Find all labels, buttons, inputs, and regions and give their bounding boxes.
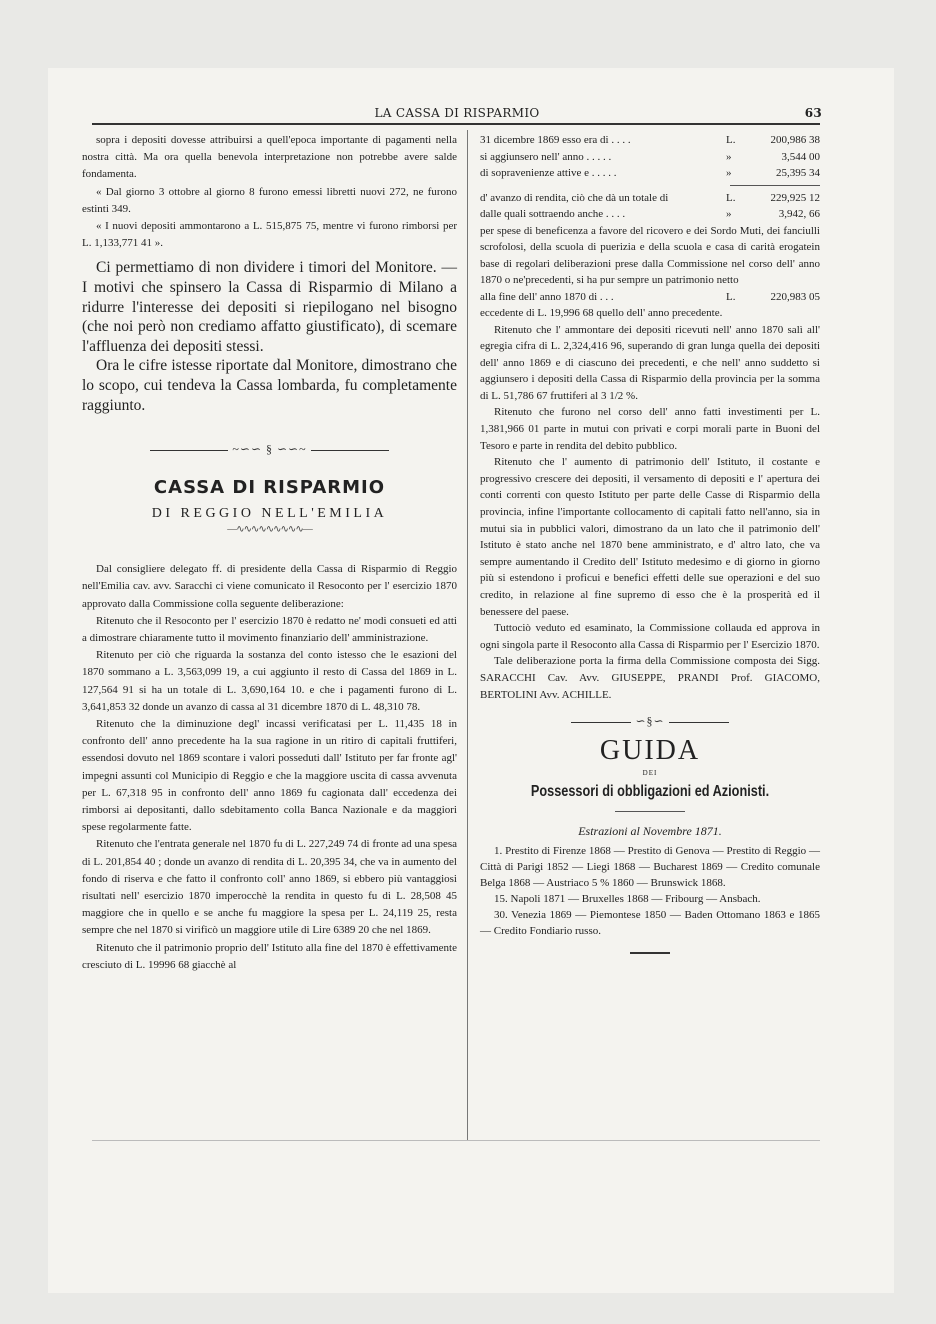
paragraph: sopra i depositi dovesse attribuirsi a quell'epoca importante di pagamenti nella nostra città. Ma ora quella benevola interpretazione non potrebbe avere salde fondamenta. — [82, 134, 457, 181]
page-number: 63 — [804, 106, 822, 120]
paragraph: Ora le cifre istesse riportate dal Monitore, dimostrano che lo scopo, cui tendeva la Cassa lombarda, fu completamente raggiunto. — [82, 357, 457, 414]
paragraph: Ci permettiamo di non dividere i timori del Monitore. — I motivi che spinsero la Cassa di Risparmio di Milano a ridurre l'interesse dei depositi si riepilogano nel bisogno (che noi però non crediamo affatto giustificato), di scemare l'affluenza dei depositi stessi. — [82, 259, 457, 355]
list-item: 1. Prestito di Firenze 1868 — Prestito di Genova — Prestito di Reggio — Città di Parigi 1852 — Liegi 1868 — Bucharest 1869 — Credito comunale Belga 1868 — Austriaco 5 % 1860 — Brunswick 1868. — [480, 845, 820, 890]
guida-title: GUIDA — [599, 735, 701, 767]
list-item: 30. Venezia 1869 — Piemontese 1850 — Baden Ottomano 1863 e 1865 — Credito Fondiario russo. — [480, 909, 820, 938]
paragraph: Ritenuto che l'entrata generale nel 1870 fu di L. 227,249 74 di fronte ad una spesa di L. 201,854 40 ; donde un avanzo di rendita di L. 20,395 34, che va in aumento del fondo di riserva e che fatto il confronto coll' anno 1869, si ebbero più vantaggiosi risultati nell' esercizio 1870 imperocchè la rendita in questo fu di L. 28,508 45 maggiore che in quello e se anche fu maggiore la spesa per L. 24,119 25, resta sempre che nel 1870 si virificò un maggiore utile di Lire 6389 20 che nel 1869. — [82, 838, 457, 937]
paragraph: Tuttociò veduto ed esaminato, la Commissione collauda ed approva in ogni singola parte il Resoconto alla Cassa di Risparmio per l' Esercizio 1870. — [480, 622, 820, 651]
account-total-row: d' avanzo di rendita, ciò che dà un totale di L. 229,925 12 — [480, 191, 820, 204]
list-item: 15. Napoli 1871 — Bruxelles 1868 — Fribourg — Ansbach. — [494, 893, 761, 906]
end-ornament — [480, 941, 820, 959]
paragraph: Tale deliberazione porta la firma della Commissione composta dei Sigg. SARACCHI Cav. Avv. GIUSEPPE, PRANDI Prof. GIACOMO, BERTOLINI Avv. ACHILLE. — [480, 655, 820, 701]
paragraph: Dal consigliere delegato ff. di presidente della Cassa di Risparmio di Reggio nell'Emilia cav. avv. Saracchi ci viene comunicato il Resoconto per l' esercizio 1870 approvato dalla Commissione colla seguente deliberazione: — [82, 563, 457, 610]
column-divider — [467, 130, 468, 1140]
paragraph: Ritenuto per ciò che riguarda la sostanza del conto istesso che le esazioni del 1870 sommano a L. 3,563,099 19, a cui aggiunto il resto di Cassa del 1869 in L. 127,564 91 si ha un totale di L. 3,690,164 10. e che i pagamenti furono di L. 3,641,853 32 donde un avanzo di cassa al 31 dicembre 1870 di L. 48,310 78. — [82, 649, 457, 713]
paragraph: Ritenuto che furono nel corso dell' anno fatti investimenti per L. 1,381,966 01 parte in mutui con privati e corpi morali parte in Buoni del Tesoro e parte in rendita del debito pubblico. — [480, 406, 820, 452]
paragraph: Ritenuto che l' aumento di patrimonio dell' Istituto, il costante e progressivo crescere dei depositi, il versamento di depositi e l' apertura dei conti correnti con questo Istituto per parte delle Casse di Risparmio della provincia, infine l'importante collocamento di capitali fatto nell'anno, sia in mutui sia in pubblici valori, dimostrano da un lato che il patrimonio dell' Istituto è stato anche nel 1870 bene amministrato, e d' altro lato, che va sempre aumentando il Credito dell' Istituto medesimo e di giorno in giorno più si estendono i proficui e benefici effetti delle sue operazioni e del suo credito, in relazione al fine supremo di esso che è la prosperità ed il benessere del paese. — [480, 456, 820, 618]
account-row: si aggiunsero nell' anno . . . . . » 3,544 00 — [480, 150, 820, 163]
section-subtitle: DI REGGIO NELL'EMILIA — [151, 506, 388, 522]
squiggle-divider: —∿∿∿∿∿∿∿∿∿— — [227, 524, 312, 536]
paragraph: « I nuovi depositi ammontarono a L. 515,875 75, mentre vi furono rimborsi per L. 1,133,771 41 ». — [82, 220, 457, 250]
account-row: alla fine dell' anno 1870 di . . . L. 220,983 05 — [480, 290, 820, 303]
account-row: di sopravenienze attive e . . . . . » 25,395 34 — [480, 167, 820, 179]
header-rule — [92, 123, 820, 125]
section-ornament: ~∽∽ § ∽∽~ — [82, 439, 457, 459]
paragraph: Ritenuto che il Resoconto per l' esercizio 1870 è redatto ne' modi consueti ed atti a dimostrare chiaramente tutto il movimento finanziario dell' amministrazione. — [82, 614, 457, 644]
running-header — [92, 104, 822, 124]
paragraph: Ritenuto che l' ammontare dei depositi ricevuti nell' anno 1870 salì all' egregia cifra di L. 2,324,416 96, superando di gran lunga quella dei depositi dell' anno 1869 e di ciascuno dei precedenti, e che nell' anno suddetto si aggiunsero i depositi della Cassa di Risparmio della provincia per la somma di L. 51,786 67 fruttiferi al 3 1/2 %. — [480, 323, 820, 402]
paragraph: per spese di beneficenza a favore del ricovero e dei Sordo Muti, dei fanciulli scrofolosi, della scuola di puerizia e della scuola e casa di carità erogatein base di regolari deliberazioni prese dalla Commissione nel corso dell' anno 1870 o ne'precedenti, si ha pur sempre un patrimonio netto — [480, 224, 820, 286]
left-column — [82, 132, 457, 974]
right-column — [480, 132, 820, 959]
paragraph: eccedente di L. 19,996 68 quello dell' anno precedente. — [480, 307, 723, 319]
bottom-rule — [92, 1140, 820, 1141]
section-title: CASSA DI RISPARMIO — [153, 477, 386, 499]
short-rule — [615, 811, 685, 812]
paragraph: « Dal giorno 3 ottobre al giorno 8 furono emessi libretti nuovi 272, ne furono estinti 349. — [82, 185, 457, 215]
paragraph: Ritenuto che il patrimonio proprio dell' Istituto alla fine del 1870 è effettivamente cresciuto di L. 19996 68 giacchè al — [82, 941, 457, 971]
account-row: dalle quali sottraendo anche . . . . » 3,942, 66 — [480, 208, 820, 220]
estrazioni-heading: Estrazioni al Novembre 1871. — [578, 824, 722, 839]
section-ornament: ∽§∽ — [480, 711, 820, 731]
account-row: 31 dicembre 1869 esso era di . . . . L. 200,986 38 — [480, 134, 820, 146]
paragraph: Ritenuto che la diminuzione degl' incassi verificatasi per L. 11,435 18 in confronto dell' anno precedente ha la sua ragione in un ritiro di capitali fruttiferi, essendosi dovuto nel 1869 scontare i valori posseduti dall' Istituto per far fronte agl' impegni assunti col Municipio di Reggio e che la maggiore uscita di cassa avvenuta per L. 67,318 95 in confronto dell' anno 1869 fu cagionata dall' eccedenza dei rimborsi ai depositanti, dallo sdebitamento colla Banca Nazionale e da maggiori spese regolarmente fatte. — [82, 718, 457, 834]
guida-subtitle: Possessori di obbligazioni ed Azionisti. — [530, 783, 770, 801]
guida-dei: DEI — [642, 769, 658, 778]
sum-rule — [730, 185, 820, 186]
header-title: LA CASSA DI RISPARMIO — [374, 106, 540, 120]
